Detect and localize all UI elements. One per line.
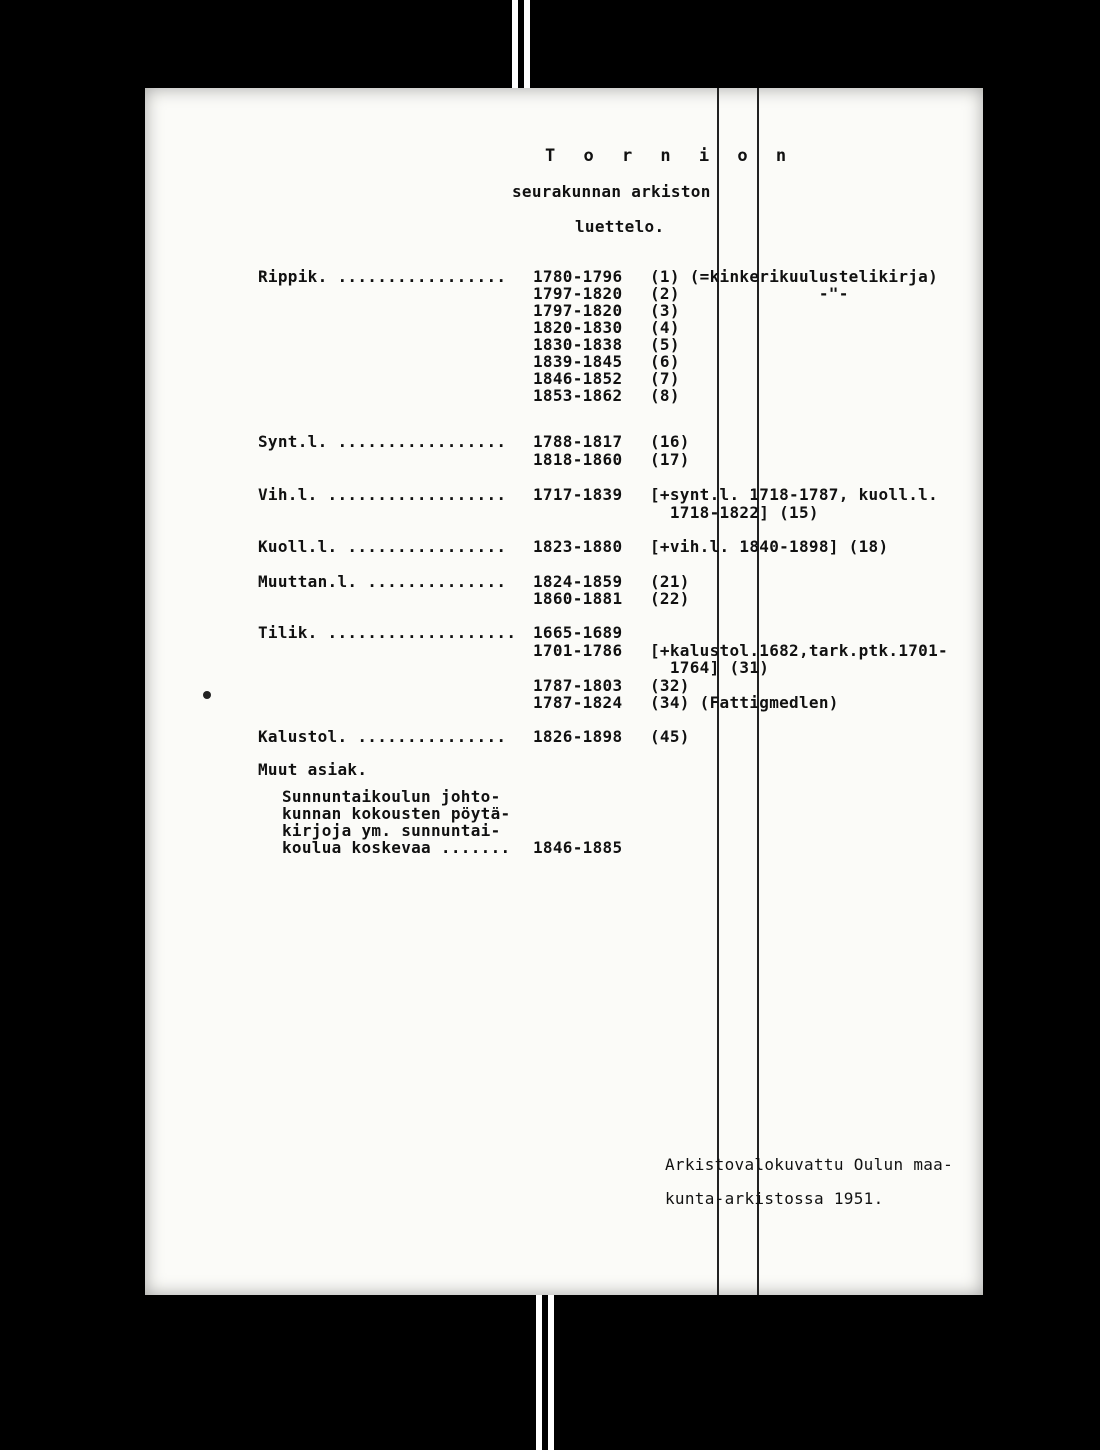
- entry-note: (45): [650, 727, 690, 746]
- entry-note: (8): [650, 386, 680, 405]
- entry-years: 1701-1786: [533, 641, 623, 660]
- footer-line-1: Arkistovalokuvattu Oulun maa-: [665, 1155, 954, 1174]
- entry-years: 1826-1898: [533, 727, 623, 746]
- entry-note: 1764] (31): [650, 658, 770, 677]
- entry-label: Synt.l. .................: [258, 432, 507, 451]
- document-title: T o r n i o n: [545, 146, 796, 166]
- entry-label: Vih.l. ..................: [258, 485, 507, 504]
- document-page: [145, 88, 983, 1295]
- film-strip-bottom: [548, 1285, 554, 1450]
- entry-note: (5): [650, 335, 680, 354]
- entry-note: (6): [650, 352, 680, 371]
- entry-label: Rippik. .................: [258, 267, 507, 286]
- entry-label: Kuoll.l. ................: [258, 537, 507, 556]
- film-strip-top: [512, 0, 518, 95]
- entry-years: 1824-1859: [533, 572, 623, 591]
- footer-line-2: kunta-arkistossa 1951.: [665, 1189, 884, 1208]
- entry-note: (1) (=kinkerikuulustelikirja): [650, 267, 939, 286]
- document-subtitle-2: luettelo.: [575, 217, 665, 236]
- entry-note: (22): [650, 589, 690, 608]
- entry-years: 1787-1824: [533, 693, 623, 712]
- other-desc-line: koulua koskevaa .......: [282, 838, 511, 857]
- entry-note: [+kalustol.1682,tark.ptk.1701-: [650, 641, 948, 660]
- other-years: 1846-1885: [533, 838, 623, 857]
- entry-note: (2) -"-: [650, 284, 849, 303]
- entry-note: [+vih.l. 1840-1898] (18): [650, 537, 889, 556]
- entry-years: 1717-1839: [533, 485, 623, 504]
- entry-years: 1823-1880: [533, 537, 623, 556]
- entry-years: 1780-1796: [533, 267, 623, 286]
- entry-years: 1797-1820: [533, 301, 623, 320]
- entry-note: 1718-1822] (15): [650, 503, 819, 522]
- entry-note: (3): [650, 301, 680, 320]
- entry-label: Kalustol. ...............: [258, 727, 507, 746]
- entry-years: 1820-1830: [533, 318, 623, 337]
- other-heading: Muut asiak.: [258, 760, 368, 779]
- entry-label: Muuttan.l. ..............: [258, 572, 507, 591]
- document-subtitle: seurakunnan arkiston: [512, 182, 711, 201]
- entry-years: 1818-1860: [533, 450, 623, 469]
- entry-years: 1860-1881: [533, 589, 623, 608]
- film-strip-top: [524, 0, 530, 95]
- entry-years: 1846-1852: [533, 369, 623, 388]
- entry-label: Tilik. ...................: [258, 623, 517, 642]
- other-desc-line: kirjoja ym. sunnuntai-: [282, 821, 501, 840]
- entry-years: 1665-1689: [533, 623, 623, 642]
- entry-years: 1839-1845: [533, 352, 623, 371]
- entry-note: (21): [650, 572, 690, 591]
- entry-note: (16): [650, 432, 690, 451]
- entry-note: (7): [650, 369, 680, 388]
- entry-years: 1788-1817: [533, 432, 623, 451]
- ink-speck: [203, 691, 211, 699]
- film-strip-bottom: [536, 1285, 542, 1450]
- entry-years: 1787-1803: [533, 676, 623, 695]
- entry-years: 1853-1862: [533, 386, 623, 405]
- entry-note: (17): [650, 450, 690, 469]
- entry-note: (32): [650, 676, 690, 695]
- other-desc-line: kunnan kokousten pöytä-: [282, 804, 511, 823]
- entry-years: 1830-1838: [533, 335, 623, 354]
- entry-note: (34) (Fattigmedlen): [650, 693, 839, 712]
- entry-note: [+synt.l. 1718-1787, kuoll.l.: [650, 485, 939, 504]
- other-desc-line: Sunnuntaikoulun johto-: [282, 787, 501, 806]
- entry-years: 1797-1820: [533, 284, 623, 303]
- entry-note: (4): [650, 318, 680, 337]
